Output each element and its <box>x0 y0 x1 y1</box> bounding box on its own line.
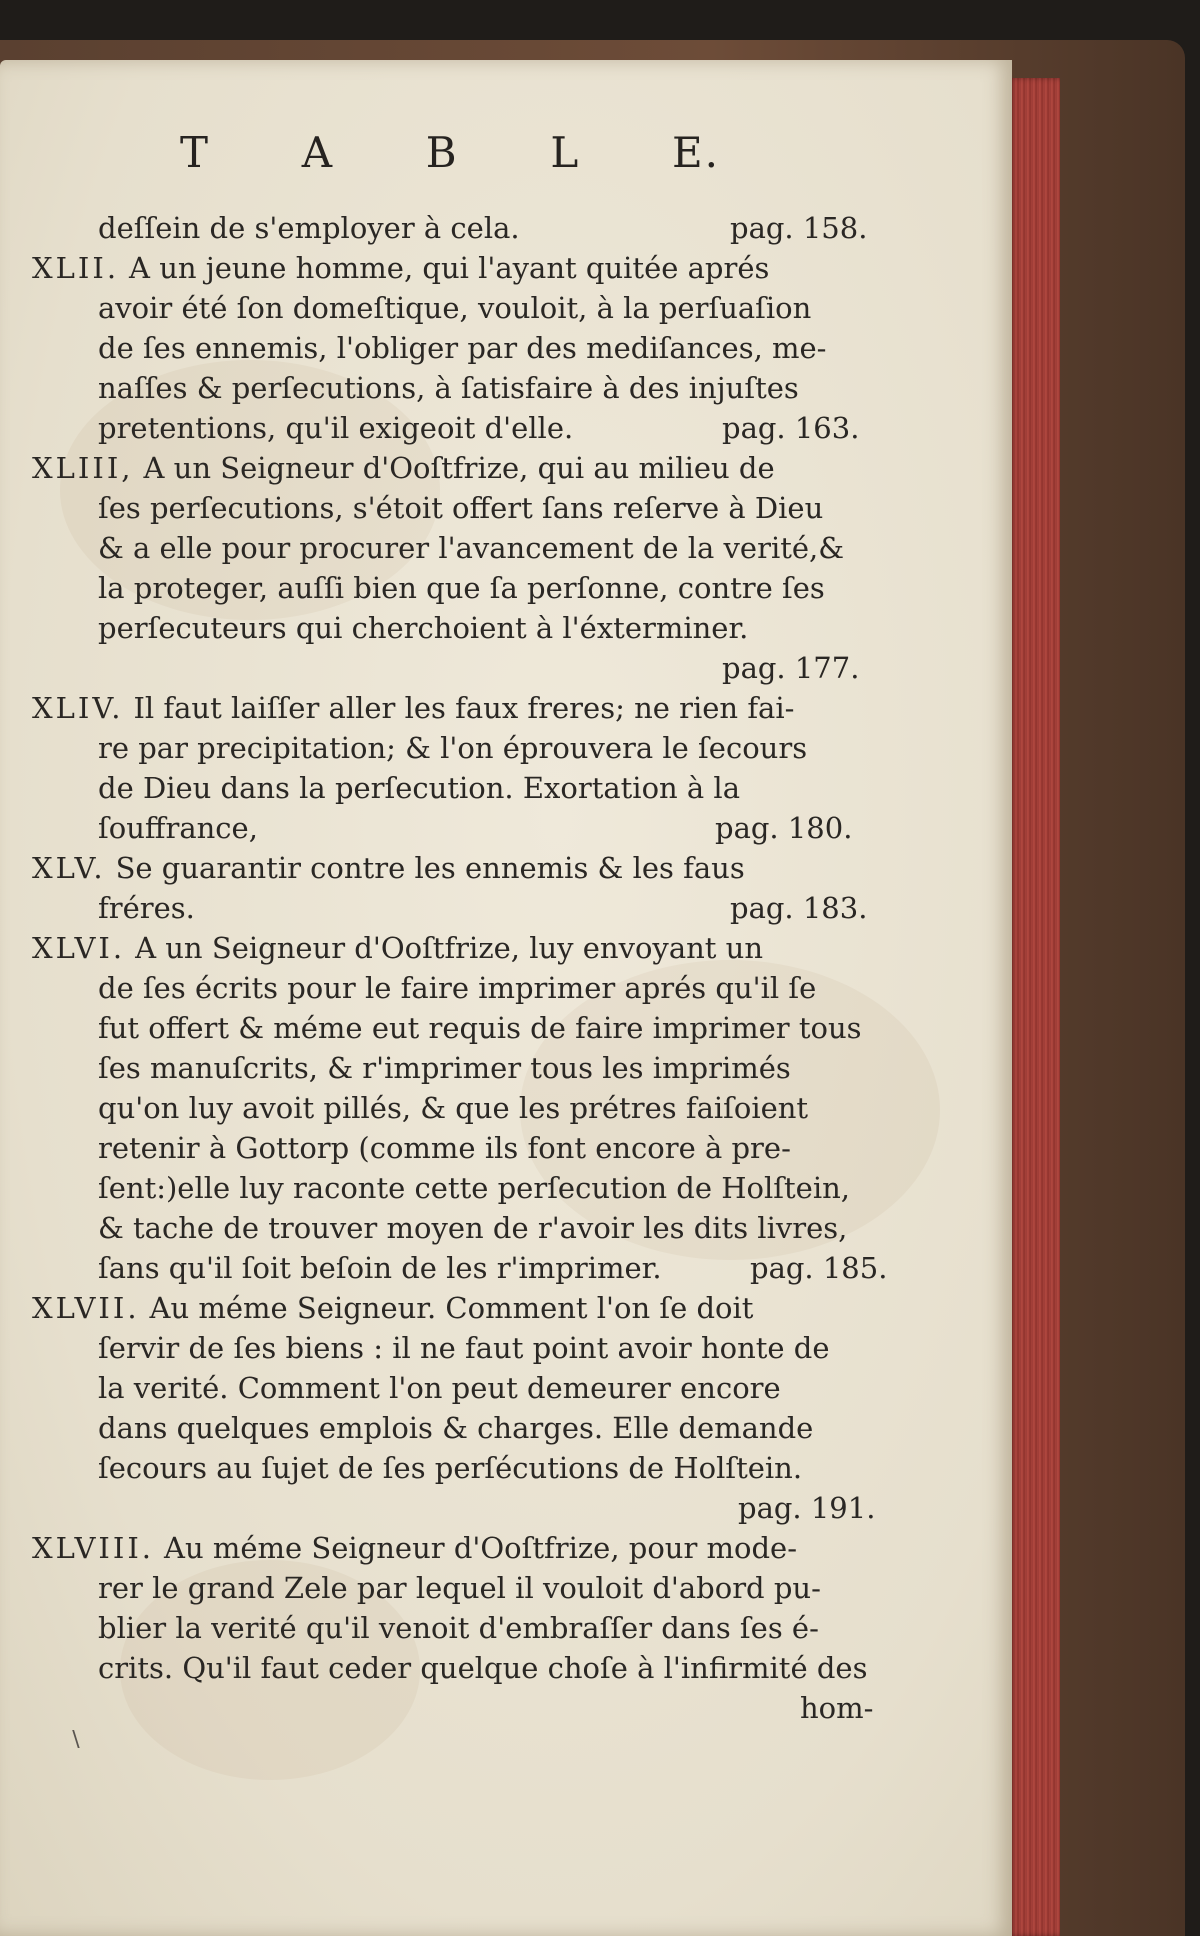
entry-line <box>98 1448 878 1488</box>
entry-line <box>98 1608 878 1648</box>
entry-numeral: XLIII, <box>32 451 134 485</box>
line-text: fut offert & méme eut requis de faire imprimer tous <box>98 1011 862 1045</box>
entry-line <box>98 368 878 408</box>
entry-numeral: XLV. <box>32 851 106 885</box>
entry-numeral: XLIV. <box>32 691 124 725</box>
ink-mark: ∖ <box>68 1728 83 1753</box>
header-letter: E. <box>671 128 720 177</box>
entry-line <box>98 1408 878 1448</box>
entry-line <box>98 328 878 368</box>
line-text: avoir été ſon domeſtique, vouloit, à la perſuaſion <box>98 291 812 325</box>
header-letter: A <box>301 128 335 177</box>
line-text: pretentions, qu'il exigeoit d'elle. <box>98 411 574 445</box>
line-text: qu'on luy avoit pillés, & que les prétres faiſoient <box>98 1091 809 1125</box>
entry-line <box>98 1008 878 1048</box>
entry-numeral: XLVII. <box>32 1291 140 1325</box>
page-reference: pag. 183. <box>730 891 868 925</box>
entry-line <box>32 448 878 488</box>
entry-line <box>98 1208 878 1248</box>
entry-line <box>32 688 878 728</box>
page-edges <box>1008 78 1060 1936</box>
header-letter: T <box>180 128 211 177</box>
line-text: re par precipitation; & l'on éprouvera le ſecours <box>98 731 808 765</box>
entry-line <box>98 528 878 568</box>
entry-line <box>98 288 878 328</box>
entry-line <box>98 1568 878 1608</box>
line-text: ſecours au ſujet de ſes perſécutions de Holſtein. <box>98 1451 803 1485</box>
entry-line <box>98 1168 878 1208</box>
line-text: A un Seigneur d'Ooſtfrize, qui au milieu de <box>143 451 775 485</box>
line-text: Au méme Seigneur. Comment l'on ſe doit <box>149 1291 754 1325</box>
line-text: retenir à Gottorp (comme ils font encore à pre- <box>98 1131 791 1165</box>
catchword: hom- <box>800 1691 874 1725</box>
line-text: ſent:)elle luy raconte cette perſecution de Holſtein, <box>98 1171 850 1205</box>
page-reference: pag. 180. <box>715 811 853 845</box>
page-reference: pag. 185. <box>750 1251 888 1285</box>
entry-line <box>98 1048 878 1088</box>
page-reference: pag. 158. <box>730 211 868 245</box>
line-text: ſouffrance, <box>98 811 258 845</box>
entry-line <box>32 848 878 888</box>
line-text: A un Seigneur d'Ooſtfrize, luy envoyant un <box>135 931 764 965</box>
line-text: la verité. Comment l'on peut demeurer encore <box>98 1371 781 1405</box>
page-reference: pag. 163. <box>722 411 860 445</box>
line-text: de ſes écrits pour le faire imprimer aprés qu'il ſe <box>98 971 817 1005</box>
entry-line <box>98 768 878 808</box>
entry-line <box>98 608 878 648</box>
line-text: de ſes ennemis, l'obliger par des mediſances, me- <box>98 331 827 365</box>
line-text: & tache de trouver moyen de r'avoir les dits livres, <box>98 1211 848 1245</box>
line-text: naſſes & perſecutions, à ſatisfaire à des injuſtes <box>98 371 799 405</box>
entry-line <box>32 248 878 288</box>
line-text: ſes manuſcrits, & r'imprimer tous les imprimés <box>98 1051 791 1085</box>
entry-line <box>98 1648 878 1688</box>
line-text: deſſein de s'employer à cela. <box>98 211 520 245</box>
running-header <box>180 128 720 177</box>
entry-line <box>98 1368 878 1408</box>
line-text: ſans qu'il ſoit beſoin de les r'imprimer. <box>98 1251 662 1285</box>
entry-line <box>98 968 878 1008</box>
entry-line <box>32 1528 878 1568</box>
entry-numeral: XLII. <box>32 251 120 285</box>
line-text: dans quelques emplois & charges. Elle demande <box>98 1411 814 1445</box>
line-text: A un jeune homme, qui l'ayant quitée aprés <box>129 251 770 285</box>
entry-line <box>98 568 878 608</box>
line-text: rer le grand Zele par lequel il vouloit d'abord pu- <box>98 1571 821 1605</box>
entry-line <box>98 488 878 528</box>
line-text: perſecuteurs qui cherchoient à l'éxterminer. <box>98 611 749 645</box>
header-letter: B <box>425 128 459 177</box>
line-text: la proteger, auſſi bien que ſa perſonne, contre ſes <box>98 571 825 605</box>
entry-line <box>98 728 878 768</box>
line-text: & a elle pour procurer l'avancement de la verité,& <box>98 531 845 565</box>
line-text: Se guarantir contre les ennemis & les faus <box>115 851 745 885</box>
line-text: crits. Qu'il faut ceder quelque choſe à l'infirmité des <box>98 1651 868 1685</box>
entry-line <box>98 1328 878 1368</box>
entry-line <box>32 1288 878 1328</box>
line-text: de Dieu dans la perſecution. Exortation à la <box>98 771 740 805</box>
line-text: Au méme Seigneur d'Ooſtfrize, pour mode- <box>164 1531 798 1565</box>
entry-line <box>32 928 878 968</box>
line-text: ſervir de ſes biens : il ne faut point avoir honte de <box>98 1331 830 1365</box>
entry-line <box>98 1088 878 1128</box>
line-text: blier la verité qu'il venoit d'embraſſer dans ſes é- <box>98 1611 819 1645</box>
line-text: fréres. <box>98 891 195 925</box>
page-reference: pag. 191. <box>738 1491 876 1525</box>
entry-line <box>98 1128 878 1168</box>
page-reference: pag. 177. <box>722 651 860 685</box>
line-text: ſes perſecutions, s'étoit offert ſans reſerve à Dieu <box>98 491 824 525</box>
line-text: Il faut laiſſer aller les faux freres; ne rien fai- <box>133 691 795 725</box>
entry-numeral: XLVI. <box>32 931 126 965</box>
header-letter: L <box>550 128 581 177</box>
entry-numeral: XLVIII. <box>32 1531 154 1565</box>
